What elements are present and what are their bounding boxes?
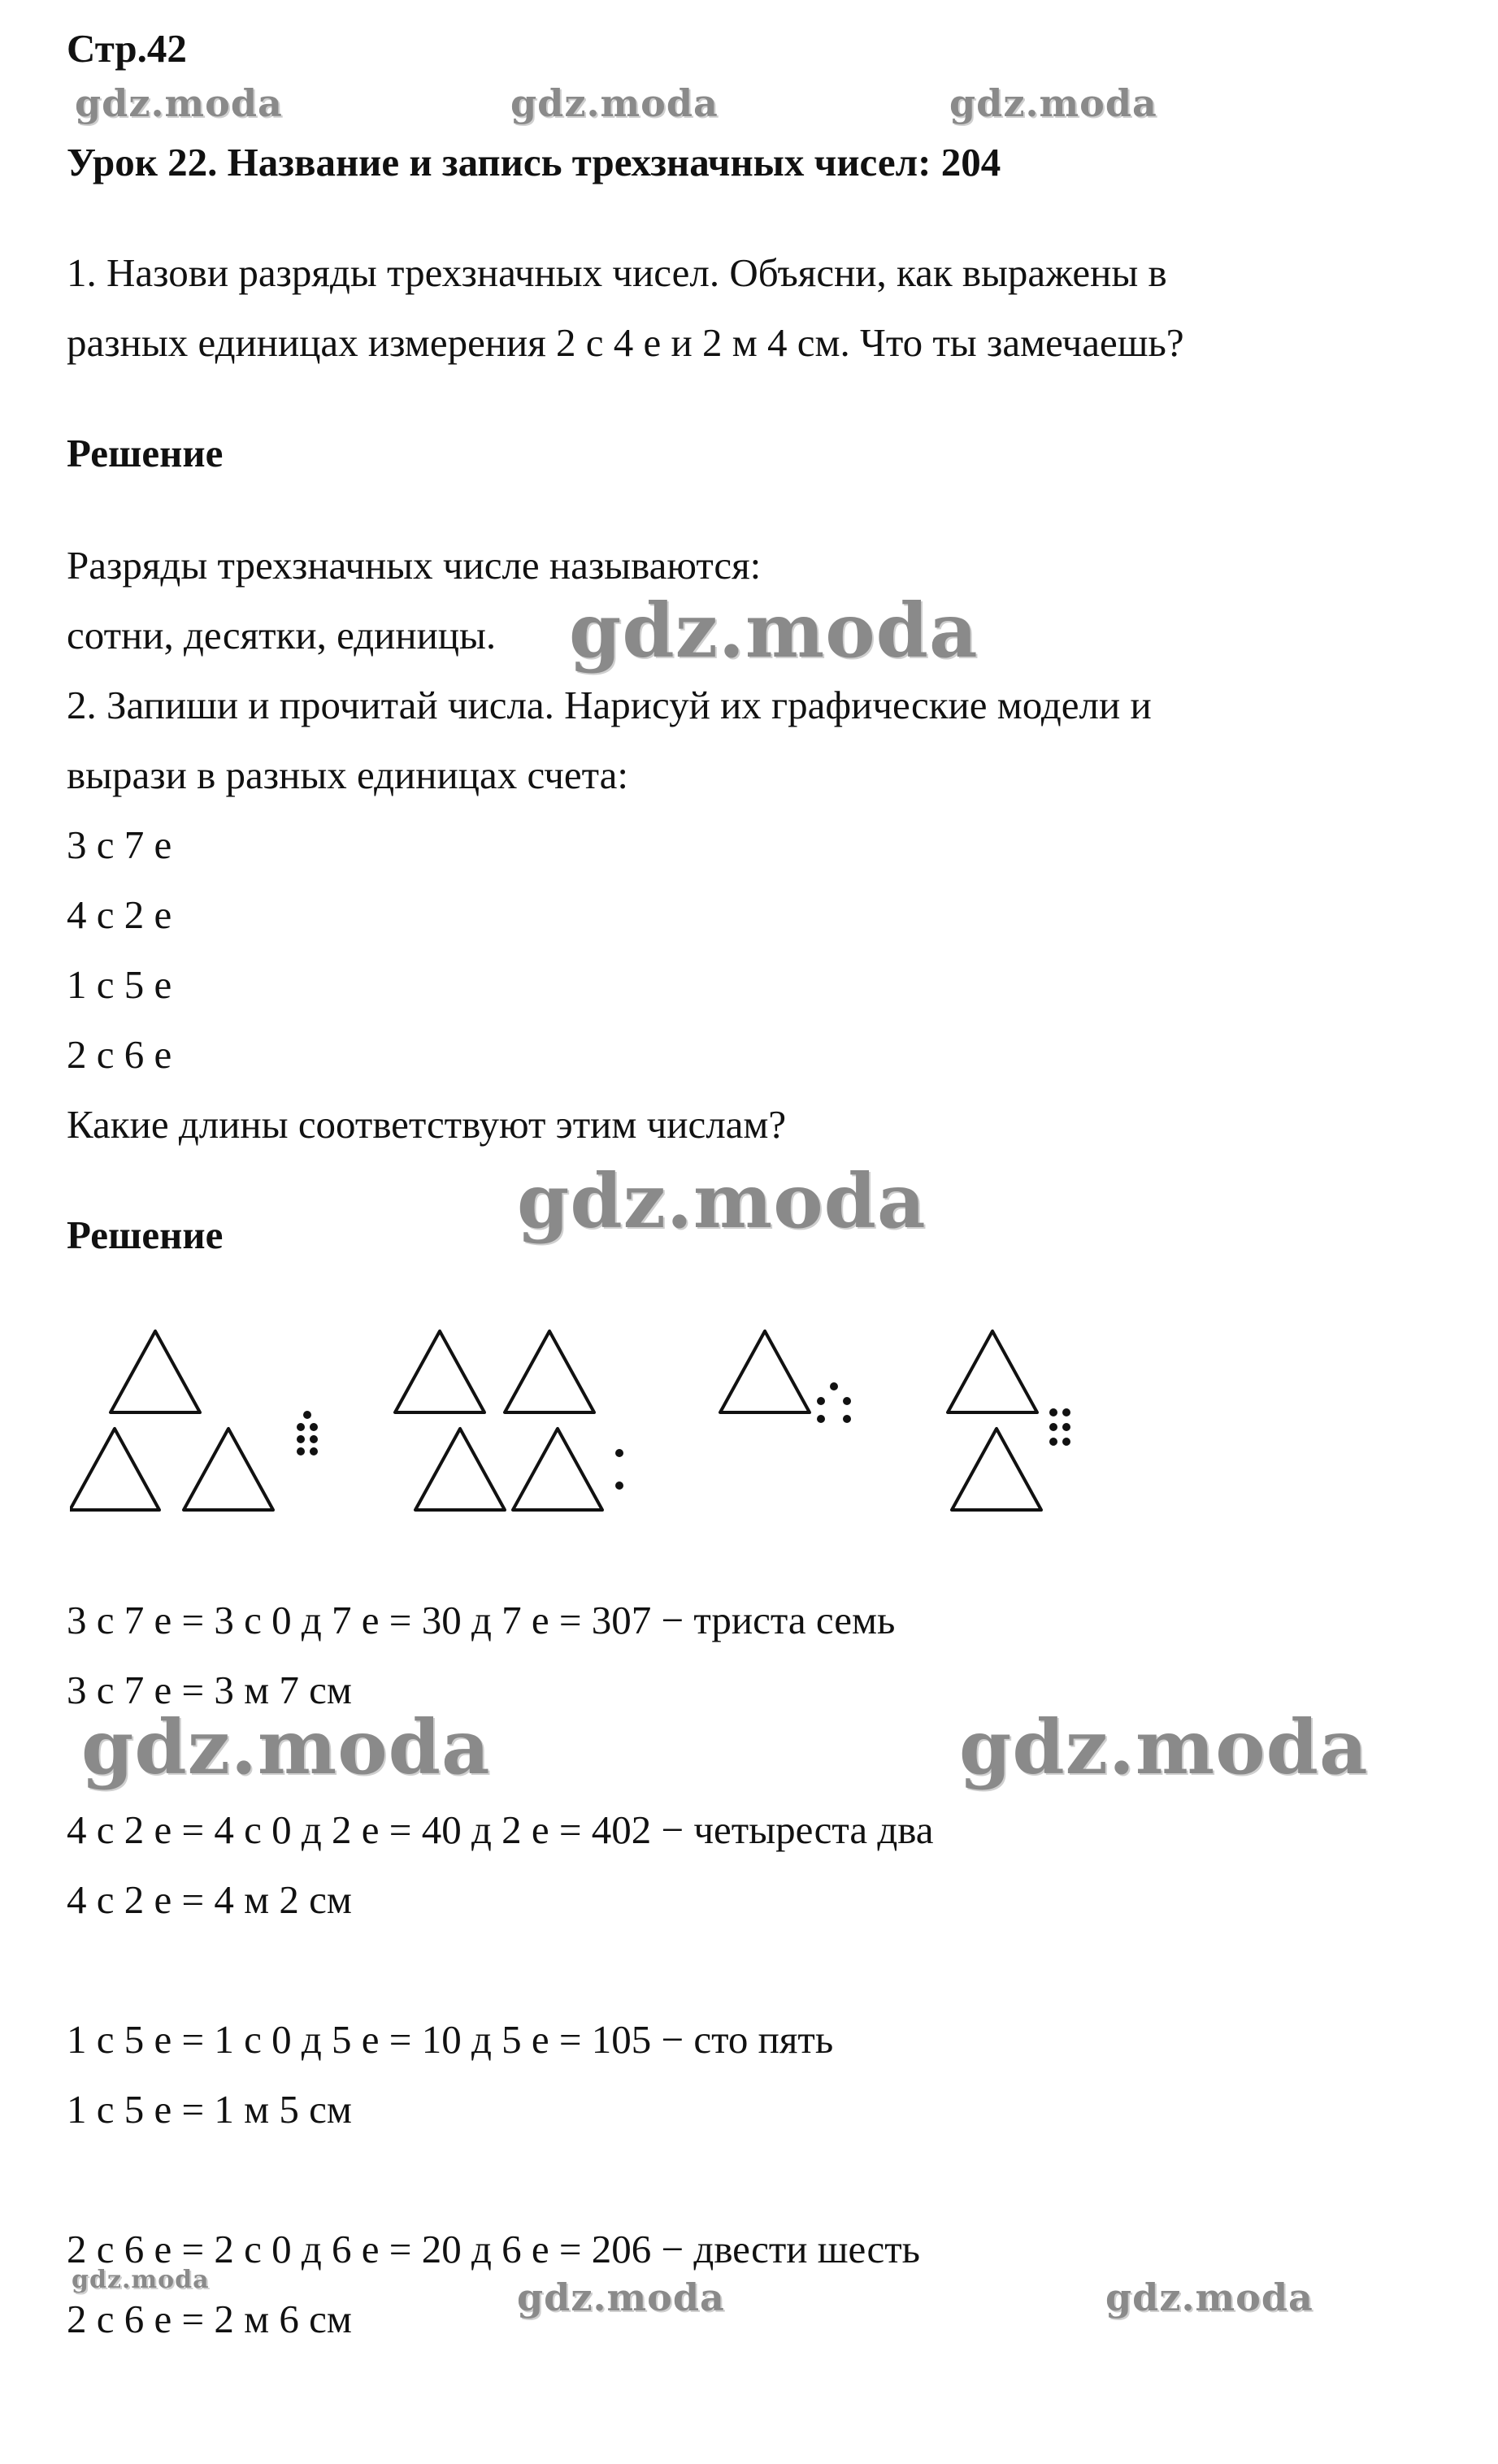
graphic-model bbox=[395, 1331, 623, 1510]
result-expansion: 2 с 6 е = 2 с 0 д 6 е = 20 д 6 е = 206 − двести шесть bbox=[67, 2227, 920, 2271]
unit-dot bbox=[843, 1397, 851, 1405]
graphic-models-figure bbox=[70, 1323, 1143, 1542]
lesson-title: Урок 22. Название и запись трехзначных чисел: 204 bbox=[67, 140, 1001, 184]
result-length: 2 с 6 е = 2 м 6 см bbox=[67, 2297, 352, 2341]
task1-text-line2: разных единицах измерения 2 с 4 е и 2 м 4 см. Что ты замечаешь? bbox=[67, 320, 1184, 365]
hundred-triangle bbox=[952, 1429, 1041, 1510]
watermark: gdz.moda bbox=[1105, 2275, 1313, 2319]
task2-text-line1: 2. Запиши и прочитай числа. Нарисуй их графические модели и bbox=[67, 683, 1152, 727]
unit-dot bbox=[303, 1411, 311, 1419]
result-length: 4 с 2 е = 4 м 2 см bbox=[67, 1877, 352, 1922]
result-length: 3 с 7 е = 3 м 7 см bbox=[67, 1668, 352, 1712]
unit-dot bbox=[1062, 1408, 1070, 1416]
unit-dot bbox=[310, 1435, 318, 1443]
unit-dot bbox=[310, 1447, 318, 1455]
task2-item: 1 с 5 е bbox=[67, 962, 172, 1007]
unit-dot bbox=[1049, 1438, 1057, 1446]
watermark: gdz.moda bbox=[569, 587, 979, 675]
watermark: gdz.moda bbox=[959, 1703, 1369, 1791]
graphic-model bbox=[948, 1331, 1070, 1510]
hundred-triangle bbox=[948, 1331, 1037, 1412]
task1-answer-line2: сотни, десятки, единицы. bbox=[67, 613, 497, 657]
hundred-triangle bbox=[70, 1429, 159, 1510]
hundred-triangle bbox=[720, 1331, 810, 1412]
watermark: gdz.moda bbox=[72, 2266, 210, 2294]
unit-dot bbox=[297, 1423, 305, 1431]
graphic-model bbox=[720, 1331, 851, 1423]
task2-question: Какие длины соответствуют этим числам? bbox=[67, 1102, 787, 1147]
page-number: Стр.42 bbox=[67, 26, 187, 71]
unit-dot bbox=[297, 1435, 305, 1443]
result-length: 1 с 5 е = 1 м 5 см bbox=[67, 2087, 352, 2132]
unit-dot bbox=[843, 1415, 851, 1423]
unit-dot bbox=[817, 1397, 825, 1405]
watermark: gdz.moda bbox=[81, 1703, 491, 1791]
result-expansion: 4 с 2 е = 4 с 0 д 2 е = 40 д 2 е = 402 − четыреста два bbox=[67, 1807, 934, 1852]
task1-solution-heading: Решение bbox=[67, 431, 224, 475]
hundred-triangle bbox=[111, 1331, 200, 1412]
task2-item: 3 с 7 е bbox=[67, 822, 172, 867]
task2-item: 2 с 6 е bbox=[67, 1032, 172, 1077]
graphic-model bbox=[70, 1331, 318, 1510]
task1-answer-line1: Разряды трехзначных числе называются: bbox=[67, 543, 762, 588]
watermark: gdz.moda bbox=[949, 81, 1157, 125]
unit-dot bbox=[615, 1449, 623, 1457]
watermark: gdz.moda bbox=[517, 2275, 725, 2319]
result-expansion: 1 с 5 е = 1 с 0 д 5 е = 10 д 5 е = 105 − сто пять bbox=[67, 2017, 834, 2062]
unit-dot bbox=[830, 1382, 838, 1390]
hundred-triangle bbox=[415, 1429, 505, 1510]
task1-text-line1: 1. Назови разряды трехзначных чисел. Объясни, как выражены в bbox=[67, 250, 1167, 295]
watermark: gdz.moda bbox=[517, 1157, 927, 1245]
unit-dot bbox=[1049, 1423, 1057, 1431]
unit-dot bbox=[1062, 1423, 1070, 1431]
unit-dot bbox=[310, 1423, 318, 1431]
task2-text-line2: вырази в разных единицах счета: bbox=[67, 753, 628, 797]
watermark: gdz.moda bbox=[75, 81, 283, 125]
hundred-triangle bbox=[184, 1429, 273, 1510]
task2-solution-heading: Решение bbox=[67, 1212, 224, 1257]
task2-item: 4 с 2 е bbox=[67, 892, 172, 937]
watermark: gdz.moda bbox=[510, 81, 719, 125]
unit-dot bbox=[1049, 1408, 1057, 1416]
hundred-triangle bbox=[513, 1429, 602, 1510]
hundred-triangle bbox=[395, 1331, 484, 1412]
unit-dot bbox=[615, 1481, 623, 1490]
hundred-triangle bbox=[505, 1331, 594, 1412]
result-expansion: 3 с 7 е = 3 с 0 д 7 е = 30 д 7 е = 307 − триста семь bbox=[67, 1598, 896, 1642]
unit-dot bbox=[817, 1415, 825, 1423]
unit-dot bbox=[1062, 1438, 1070, 1446]
unit-dot bbox=[297, 1447, 305, 1455]
